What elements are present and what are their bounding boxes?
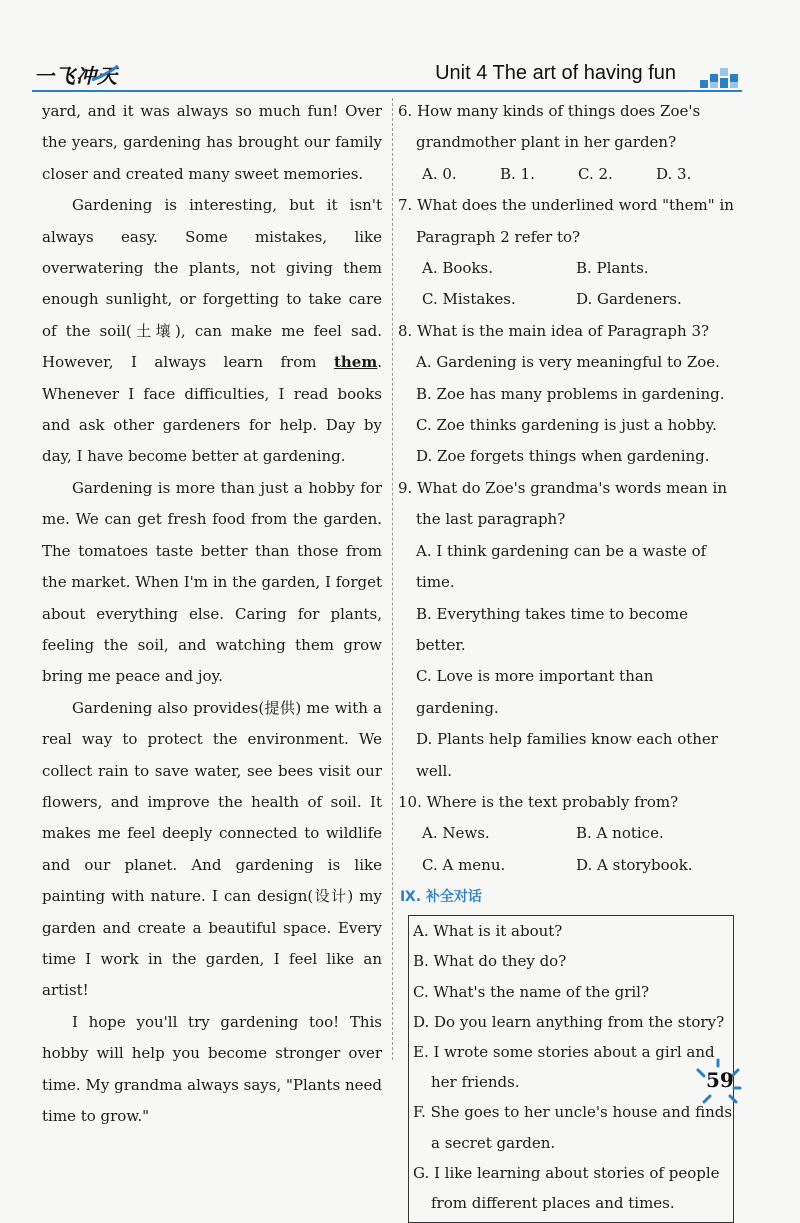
header-blocks-icon: [698, 64, 742, 90]
question-7: [398, 190, 740, 316]
option-b: B. A notice.: [576, 824, 664, 843]
option-d: D. A storybook.: [576, 855, 693, 874]
question-6: [398, 96, 740, 190]
reading-passage: [42, 96, 382, 1132]
question-stem: 8. What is the main idea of Paragraph 3?: [398, 321, 710, 340]
questions-column: [398, 96, 740, 1223]
dialog-option-b: B. What do they do?: [413, 952, 567, 971]
dialog-option-g: G. I like learning about stories of people from different places and times.: [413, 1163, 720, 1212]
brand-swoosh-icon: [90, 64, 120, 84]
option-d: D. Plants help families know each other well.: [416, 730, 718, 780]
option-c: C. Mistakes.: [422, 290, 516, 309]
question-options: [398, 850, 740, 881]
option-b: B. 1.: [500, 164, 535, 183]
brand-logo-text: 一飞冲天: [34, 64, 118, 88]
passage-paragraph-2: [42, 190, 382, 473]
option-a: A. 0.: [422, 164, 457, 183]
dialog-option-e: E. I wrote some stories about a girl and her friends.: [413, 1042, 715, 1092]
question-stem: 6. How many kinds of things does Zoe's grandmother plant in her garden?: [398, 102, 701, 152]
question-9: [398, 473, 740, 787]
option-d: D. 3.: [656, 164, 692, 183]
question-10: [398, 787, 740, 881]
column-divider: [392, 98, 393, 1060]
dialog-option-f: F. She goes to her uncle's house and finds a secret garden.: [413, 1103, 733, 1152]
question-options: [398, 253, 740, 284]
unit-title: Unit 4 The art of having fun: [435, 62, 676, 84]
header-rule: [32, 90, 742, 92]
section-9-heading: Ⅸ. 补全对话: [400, 889, 482, 906]
option-b: B. Plants.: [576, 259, 649, 278]
passage-paragraph-2-start: Gardening is interesting, but it isn't always easy. Some mistakes, like overwatering the plants, not giving them enough sunlight, or forgetting to take care of the soil(土壤), can make me feel sad. However, I always learn from: [42, 196, 382, 372]
underlined-word-them: them: [333, 353, 378, 372]
passage-paragraph-1: yard, and it was always so much fun! Over the years, gardening has brought our family closer and created many sweet memories.: [42, 102, 382, 183]
option-c: C. A menu.: [422, 855, 506, 874]
option-c: C. Love is more important than gardening.: [416, 667, 654, 717]
option-d: D. Gardeners.: [576, 290, 682, 309]
question-8: [398, 316, 740, 473]
option-a: A. News.: [422, 824, 490, 843]
passage-paragraph-3: Gardening is more than just a hobby for me. We can get fresh food from the garden. The tomatoes taste better than those from the market. When I'm in the garden, I forget about everything else. Caring for plants, feeling the soil, and watching them grow bring me peace and joy.: [42, 478, 382, 686]
page-header: [32, 52, 742, 98]
option-a: A. I think gardening can be a waste of time.: [416, 541, 707, 592]
question-stem: 10. Where is the text probably from?: [398, 792, 679, 811]
question-options: [398, 284, 740, 315]
passage-paragraph-5: I hope you'll try gardening too! This hobby will help you become stronger over time. My grandma always says, "Plants need time to grow.": [42, 1012, 382, 1125]
option-c: C. 2.: [578, 164, 613, 183]
question-options: [398, 818, 740, 849]
option-b: B. Zoe has many problems in gardening.: [416, 384, 725, 403]
question-options: [398, 159, 740, 190]
dialog-option-c: C. What's the name of the gril?: [413, 982, 650, 1001]
option-a: A. Gardening is very meaningful to Zoe.: [416, 353, 720, 372]
question-stem: 7. What does the underlined word "them" in Paragraph 2 refer to?: [398, 196, 734, 246]
option-a: A. Books.: [422, 259, 494, 278]
passage-paragraph-2-end: . Whenever I face difficulties, I read books and ask other gardeners for help. Day by day, I have become better at gardening.: [42, 353, 382, 466]
option-d: D. Zoe forgets things when gardening.: [416, 447, 710, 466]
question-stem: 9. What do Zoe's grandma's words mean in the last paragraph?: [398, 478, 727, 529]
option-b: B. Everything takes time to become better.: [416, 604, 688, 654]
page-number: 59: [706, 1068, 734, 1092]
passage-paragraph-4: Gardening also provides(提供) me with a real way to protect the environment. We collect rain to save water, see bees visit our flowers, and improve the health of soil. It makes me feel deeply connected to wildlife and our planet. And gardening is like painting with nature. I can design(设计) my garden and create a beautiful space. Every time I work in the garden, I feel like an artist!: [42, 698, 382, 1000]
option-c: C. Zoe thinks gardening is just a hobby.: [416, 416, 717, 435]
dialog-option-d: D. Do you learn anything from the story?: [413, 1012, 725, 1031]
dialog-options-box: [408, 915, 734, 1223]
dialog-option-a: A. What is it about?: [413, 922, 563, 941]
